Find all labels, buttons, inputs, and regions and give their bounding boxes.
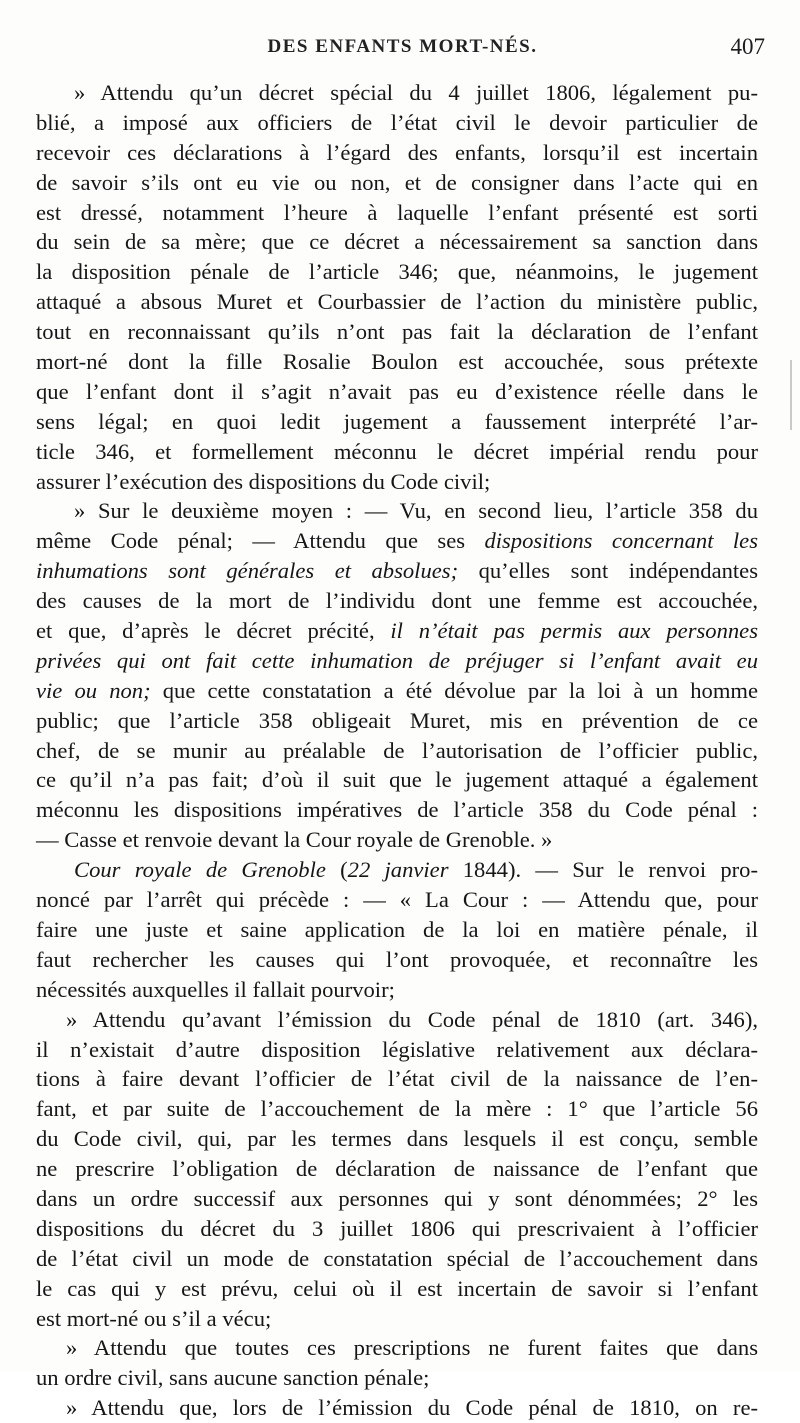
text-line: du Code civil, qui, par les termes dans lesquels il est conçu, semble bbox=[36, 1126, 758, 1152]
text-line: blié, a imposé aux officiers de l’état civil le devoir particulier de bbox=[36, 109, 758, 135]
body-text bbox=[36, 78, 758, 1423]
text-line: ticle 346, et formellement méconnu le décret impérial rendu pour bbox=[36, 438, 758, 464]
text-line: ne prescrire l’obligation de déclaration de naissance de l’enfant que bbox=[36, 1156, 758, 1182]
text-line: fant, et par suite de l’accouchement de la mère : 1° que l’article 56 bbox=[36, 1096, 758, 1122]
text-line: du sein de sa mère; que ce décret a nécessairement sa sanction dans bbox=[36, 229, 758, 255]
text-line: et que, d’après le décret précité, il n’était pas permis aux personnes bbox=[36, 618, 758, 644]
text-line: même Code pénal; — Attendu que ses dispositions concernant les bbox=[36, 528, 758, 554]
text-line: privées qui ont fait cette inhumation de préjuger si l’enfant avait eu bbox=[36, 647, 758, 673]
text-line: tout en reconnaissant qu’ils n’ont pas fait la déclaration de l’enfant bbox=[36, 319, 758, 345]
text-line: le cas qui y est prévu, celui où il est incertain de savoir si l’enfant bbox=[36, 1275, 758, 1301]
text-line: dans un ordre successif aux personnes qui y sont dénommées; 2° les bbox=[36, 1185, 758, 1211]
text-line: faut rechercher les causes qui l’ont provoquée, et reconnaître les bbox=[36, 946, 758, 972]
text-line: » Sur le deuxième moyen : — Vu, en second lieu, l’article 358 du bbox=[74, 498, 758, 524]
text-line: nécessités auxquelles il fallait pourvoir; bbox=[36, 976, 395, 1002]
text-line: des causes de la mort de l’individu dont une femme est accouchée, bbox=[36, 588, 758, 614]
text-line: mort-né dont la fille Rosalie Boulon est accouchée, sous prétexte bbox=[36, 349, 758, 375]
text-line: assurer l’exécution des dispositions du Code civil; bbox=[36, 468, 491, 494]
text-line: ce qu’il n’a pas fait; d’où il suit que le jugement attaqué a également bbox=[36, 767, 758, 793]
text-line: que l’enfant dont il s’agit n’avait pas eu d’existence réelle dans le bbox=[36, 378, 758, 404]
text-line: noncé par l’arrêt qui précède : — « La Cour : — Attendu que, pour bbox=[36, 887, 758, 913]
text-line: sens légal; en quoi ledit jugement a faussement interprété l’ar- bbox=[36, 408, 758, 434]
text-line: tions à faire devant l’officier de l’état civil de la naissance de l’en- bbox=[36, 1066, 758, 1092]
text-line: » Attendu qu’avant l’émission du Code pénal de 1810 (art. 346), bbox=[66, 1006, 758, 1032]
text-line: recevoir ces déclarations à l’égard des enfants, lorsqu’il est incertain bbox=[36, 139, 758, 165]
text-line: un ordre civil, sans aucune sanction pénale; bbox=[36, 1365, 430, 1391]
text-line: public; que l’article 358 obligeait Muret, mis en prévention de ce bbox=[36, 707, 758, 733]
text-line: de savoir s’ils ont eu vie ou non, et de consigner dans l’acte qui en bbox=[36, 169, 758, 195]
page-number: 407 bbox=[730, 34, 765, 59]
text-line: méconnu les dispositions impératives de l’article 358 du Code pénal : bbox=[36, 797, 758, 823]
text-line: est dressé, notamment l’heure à laquelle l’enfant présenté est sorti bbox=[36, 199, 758, 225]
scan-margin-mark bbox=[790, 360, 792, 430]
text-line: attaqué a absous Muret et Courbassier de l’action du ministère public, bbox=[36, 289, 758, 315]
text-line: est mort-né ou s’il a vécu; bbox=[36, 1305, 272, 1331]
text-line: » Attendu que, lors de l’émission du Code pénal de 1810, on re- bbox=[66, 1395, 758, 1421]
text-line: dispositions du décret du 3 juillet 1806 qui prescrivaient à l’officier bbox=[36, 1215, 758, 1241]
text-line: — Casse et renvoie devant la Cour royale de Grenoble. » bbox=[36, 827, 553, 853]
text-line: vie ou non; que cette constatation a été dévolue par la loi à un homme bbox=[36, 677, 759, 703]
text-line: Cour royale de Grenoble (22 janvier 1844). — Sur le renvoi pro- bbox=[74, 857, 758, 883]
text-line: » Attendu qu’un décret spécial du 4 juillet 1806, légalement pu- bbox=[74, 80, 758, 105]
text-line: de l’état civil un mode de constatation spécial de l’accouchement dans bbox=[36, 1245, 758, 1271]
text-line: inhumations sont générales et absolues; qu’elles sont indépendantes bbox=[36, 558, 758, 584]
text-line: chef, de se munir au préalable de l’autorisation de l’officier public, bbox=[36, 737, 758, 763]
running-title: DES ENFANTS MORT-NÉS. bbox=[267, 36, 538, 57]
text-line: il n’existait d’autre disposition législative relativement aux déclara- bbox=[36, 1036, 758, 1062]
text-line: faire une juste et saine application de la loi en matière pénale, il bbox=[36, 916, 758, 942]
text-line: la disposition pénale de l’article 346; que, néanmoins, le jugement bbox=[36, 259, 758, 285]
text-line: » Attendu que toutes ces prescriptions ne furent faites que dans bbox=[66, 1335, 758, 1361]
running-head bbox=[40, 36, 765, 64]
